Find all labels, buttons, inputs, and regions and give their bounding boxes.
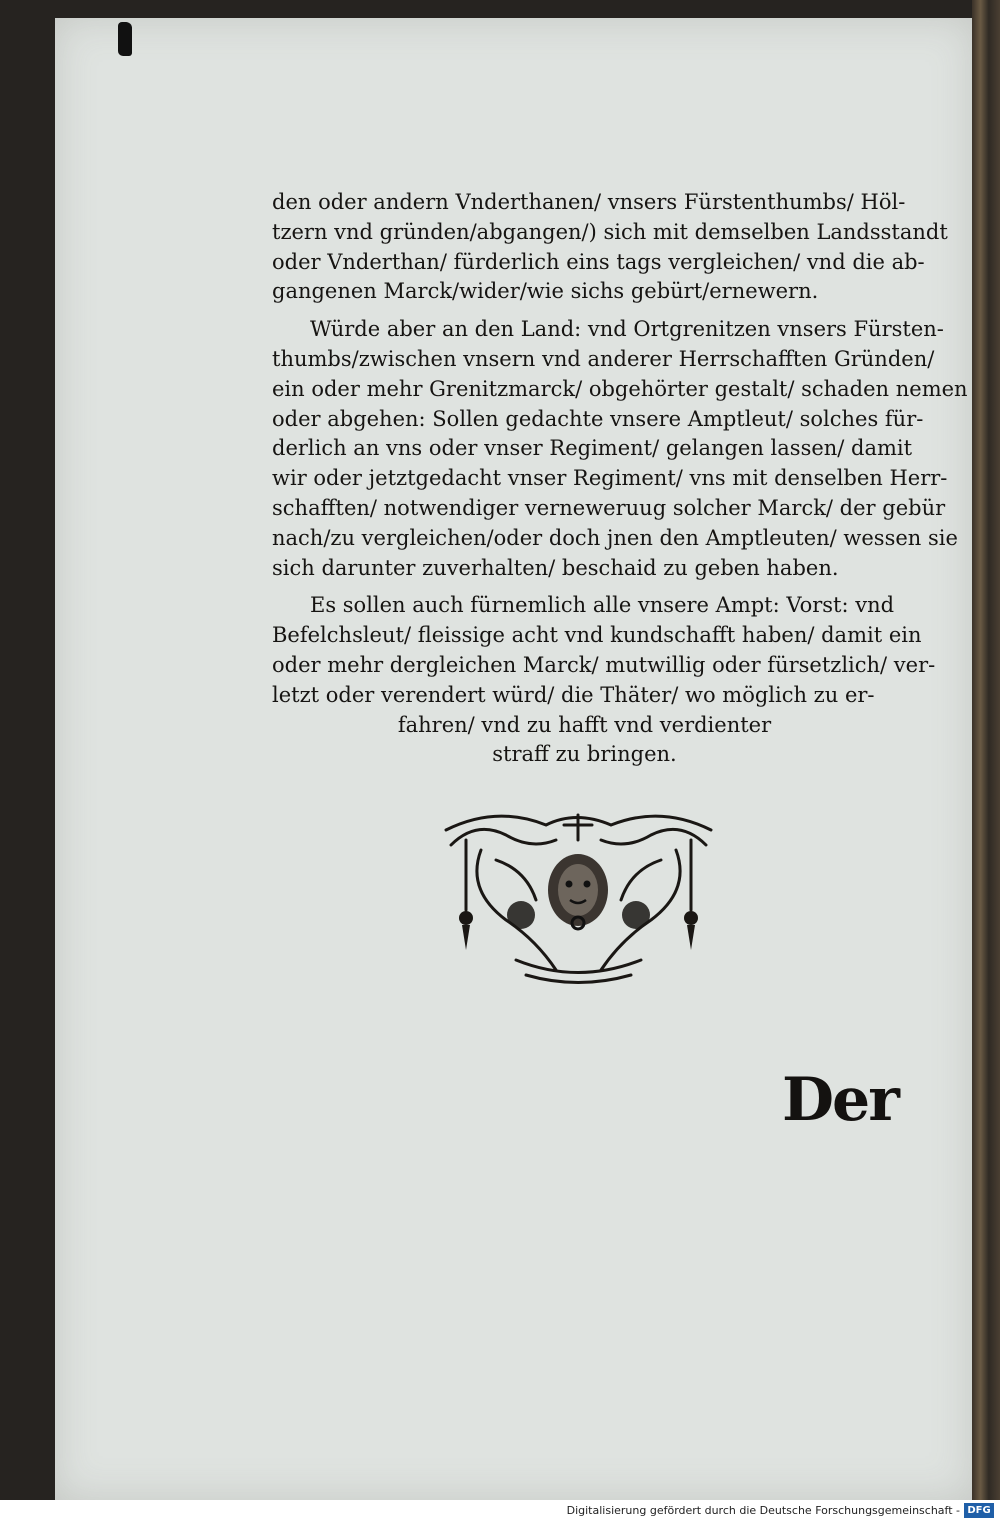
- text-line: oder abgehen: Sollen gedachte vnsere Amptleut/ solches für-: [272, 406, 924, 431]
- text-line: wir oder jetztgedacht vnser Regiment/ vns mit denselben Herr-: [272, 466, 948, 491]
- text-line: thumbs/zwischen vnsern vnd anderer Herrschafften Gründen/: [272, 346, 935, 371]
- text-line: schafften/ notwendiger verneweruug solcher Marck/ der gebür: [272, 495, 946, 520]
- text-line: sich darunter zuverhalten/ beschaid zu geben haben.: [272, 555, 839, 580]
- footer-bar: [0, 1500, 1000, 1522]
- paragraph-2: [272, 315, 968, 583]
- text-line: tzern vnd gründen/abgangen/) sich mit demselben Landsstandt: [272, 219, 948, 244]
- text-line: nach/zu vergleichen/oder doch jnen den Amptleuten/ wessen sie: [272, 525, 958, 550]
- paragraph-1: [272, 188, 948, 307]
- dfg-logo-icon: DFG: [964, 1503, 994, 1518]
- catchword: Der: [782, 1065, 898, 1135]
- paragraph-3: [272, 591, 936, 710]
- book-spine-edge: [972, 0, 1000, 1500]
- paragraph-closing: [272, 711, 897, 771]
- ink-blot: [118, 22, 132, 56]
- text-line: ein oder mehr Grenitzmarck/ obgehörter gestalt/ schaden nemen: [272, 376, 968, 401]
- funding-credit: Digitalisierung gefördert durch die Deutsche Forschungsgemeinschaft -: [566, 1504, 960, 1517]
- lion-mask-ornament: [436, 800, 721, 985]
- text-line: Befelchsleut/ fleissige acht vnd kundschafft haben/ damit ein: [272, 623, 922, 648]
- text-line: den oder andern Vnderthanen/ vnsers Fürstenthumbs/ Höl-: [272, 190, 906, 214]
- main-text: [272, 188, 968, 778]
- text-line: fahren/ vnd zu hafft vnd verdienter: [397, 712, 772, 737]
- text-line: straff zu bringen.: [492, 742, 677, 767]
- text-line: oder Vnderthan/ fürderlich eins tags vergleichen/ vnd die ab-: [272, 249, 925, 274]
- text-line: letzt oder verendert würd/ die Thäter/ wo möglich zu er-: [272, 682, 875, 707]
- text-line: Es sollen auch fürnemlich alle vnsere Ampt: Vorst: vnd: [310, 593, 895, 618]
- text-line: gangenen Marck/wider/wie sichs gebürt/ernewern.: [272, 279, 819, 304]
- text-line: oder mehr dergleichen Marck/ mutwillig oder fürsetzlich/ ver-: [272, 652, 936, 677]
- text-line: derlich an vns oder vnser Regiment/ gelangen lassen/ damit: [272, 436, 913, 461]
- text-line: Würde aber an den Land: vnd Ortgrenitzen vnsers Fürsten-: [310, 317, 944, 342]
